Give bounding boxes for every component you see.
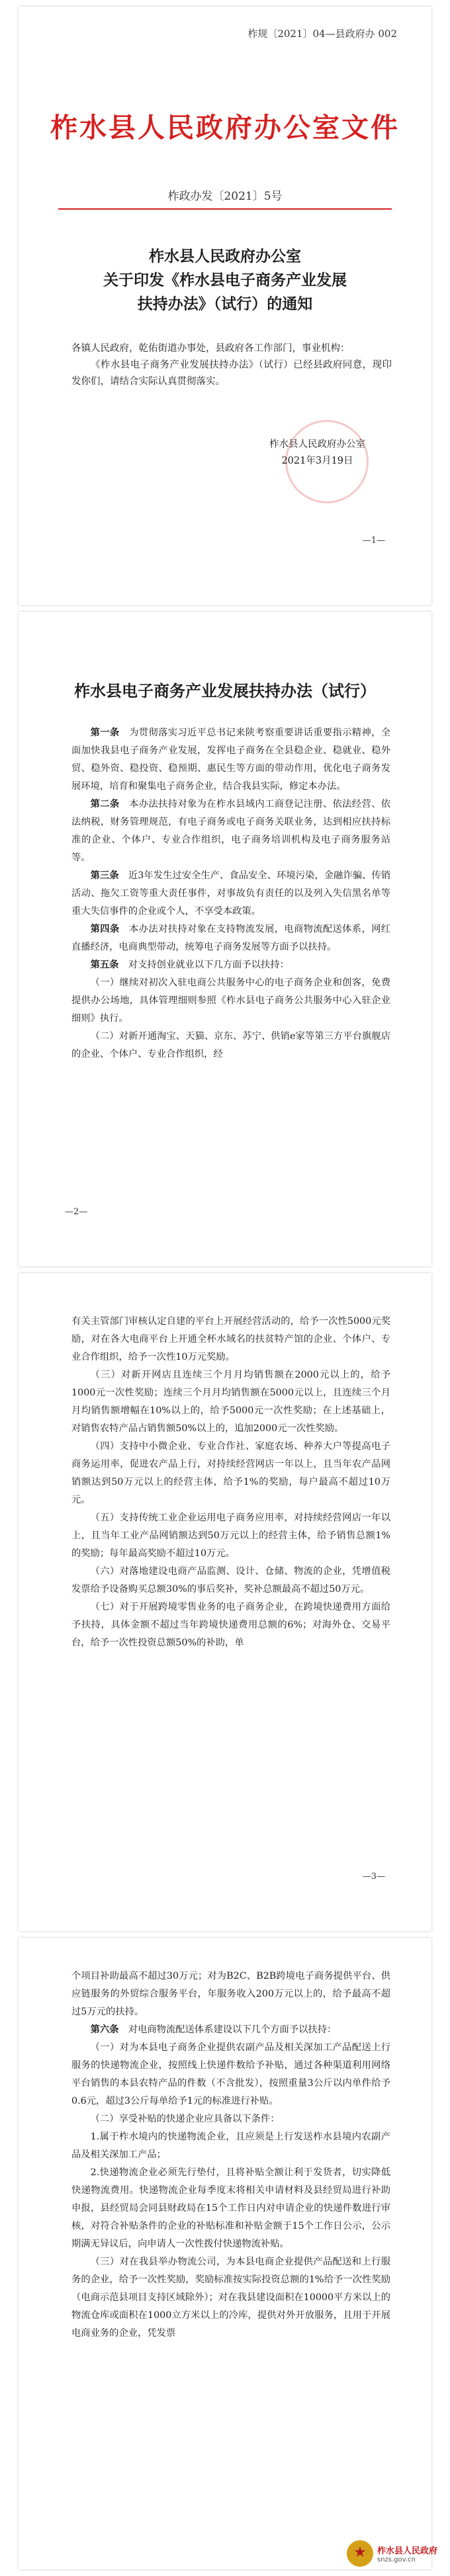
page-number: —3— bbox=[362, 1872, 385, 1882]
article-paragraph: （二）对新开通淘宝、天猫、京东、苏宁、供销e家等第三方平台旗舰店的企业、个体户、专业合作组织，经 bbox=[71, 1031, 390, 1059]
article-paragraph: （五）支持传统工业企业运用电子商务应用率，对持续经营网店一年以上，且当年工业产品网销额达到50万元以上的经营主体，给予销售总额1%的奖励；每年最高奖励不超过10万元。 bbox=[71, 1513, 390, 1559]
article-number: 第四条 bbox=[90, 924, 120, 935]
article-paragraph: 2.快递物流企业必须先行垫付，且将补贴全额让利于发货者，切实降低快递物流费用。快递物流企业每季度末将相关申请材料及县经贸局进行补助申报，县经贸局会同县财政局在15个工作日内对申请企业的快递件数进行审核，对符合补贴条件的企业的补贴标准和补贴金额于15个工作日公示，公示期满无异议后，向申请人一次性拨付快递物流补贴。 bbox=[71, 2167, 390, 2249]
article-text: 本办法对扶持对象在支持物流发展，电商物流配送体系，网红直播经济，电商典型带动，统筹电子商务发展等方面予以扶持。 bbox=[71, 924, 391, 952]
article-paragraph bbox=[71, 956, 390, 974]
regulation-body bbox=[71, 724, 390, 1063]
article-paragraph: （三）对在我县举办物流公司，为本县电商企业提供产品配送和上行服务的企业，给予一次性奖励，奖励标准按实际投资总额的1%给予一次性奖励（电商示范县项目支持区域除外）；对在我县建设面积在10000平方米以上的物流仓库或面积在1000立方米以上的冷库，提供对外开放服务，且用于开展电商业务的企业，凭发票 bbox=[71, 2257, 390, 2339]
article-text: 对支持创业就业以下几方面予以扶持： bbox=[128, 960, 289, 970]
article-text: 近3年发生过安全生产、食品安全、环境污染，金融诈骗、传销活动、拖欠工资等重大责任事件，对事故负有责任的以及列入失信黑名单等重大失信事件的企业或个人，不享受本政策。 bbox=[71, 870, 391, 917]
issue-number: 柞政办发〔2021〕5号 bbox=[167, 190, 283, 203]
article-paragraph bbox=[71, 921, 390, 956]
sign-date: 2021年3月19日 bbox=[281, 456, 353, 466]
article-paragraph: （二）享受补贴的快递企业应具备以下条件： bbox=[90, 2114, 280, 2124]
red-divider bbox=[58, 208, 392, 210]
article-paragraph: 1.属于柞水境内的快递物流企业，且应须是上行发送柞水县境内农副产品及相关深加工产品； bbox=[71, 2132, 390, 2160]
article-paragraph: （一）对为本县电子商务企业提供农副产品及相关深加工产品配送上行服务的快递物流企业，按照线上快递件数给予补贴，通过各种渠道利用网络平台销售的本县农特产品的件数（不含批发），按照重量3公斤以内单件给予0.6元，超过3公斤每单给予1元的标准进行补贴。 bbox=[71, 2042, 390, 2106]
article-number: 第五条 bbox=[90, 960, 119, 970]
signature-block bbox=[269, 436, 365, 470]
notice-body bbox=[71, 341, 392, 390]
article-paragraph bbox=[71, 867, 390, 921]
article-paragraph bbox=[71, 2021, 390, 2039]
notice-title-line: 扶持办法》（试行）的通知 bbox=[137, 296, 313, 313]
article-paragraph: （四）支持中小微企业、专业合作社、家庭农场、种养大户等提高电子商务运用率，促进农产品上行，对持续经营网店一年以上，且当年农产品网销额达到50万元以上的经营主体，给予1%的奖励，每户最高不超过10万元。 bbox=[71, 1441, 390, 1505]
national-emblem-icon bbox=[347, 2540, 373, 2567]
article-text: 本办法扶持对象为在柞水县域内工商登记注册、依法经营、依法纳税，财务管理规范，有电子商务或电子商务关联业务，达到相应扶持标准的企业、个体户、专业合作组织，电子商务培训机构及电子商务服务站等。 bbox=[71, 799, 391, 863]
article-text: 对电商物流配送体系建设以下几个方面予以扶持： bbox=[128, 2024, 337, 2035]
article-number: 第二条 bbox=[90, 799, 120, 810]
page-number: —2— bbox=[65, 1207, 88, 1217]
article-paragraph bbox=[71, 796, 390, 867]
page-number: —1— bbox=[362, 536, 385, 546]
regulation-title: 柞水县电子商务产业发展扶持办法（试行） bbox=[74, 682, 376, 700]
logo-text bbox=[377, 2544, 437, 2563]
notice-title bbox=[19, 245, 431, 316]
document-page-3 bbox=[19, 1273, 431, 1931]
article-number: 第三条 bbox=[90, 870, 119, 881]
logo-site-url: snzs.gov.cn bbox=[377, 2556, 416, 2563]
notice-text: 《柞水县电子商务产业发展扶持办法》（试行）已经县政府同意，现印发你们，请结合实际认真贯彻落实。 bbox=[71, 360, 392, 387]
article-paragraph: （六）对落地建设电商产品监测、设计、仓储、物流的企业，凭增值税发票给予设备购买总额30%的事后奖补，奖补总额最高不超过50万元。 bbox=[71, 1566, 390, 1595]
article-paragraph: （三）对新开网店且连续三个月月均销售额在2000元以上的，给予1000元一次性奖励；连续三个月月均销售额在5000元以上，且连续三个月月均销售额增幅在10%以上的，给予5000元一次性奖励；在上述基础上，对销售农特产品占销售额50%以上的，追加2000元一次性奖励。 bbox=[71, 1370, 390, 1434]
article-paragraph: 有关主管部门审核认定自建的平台上开展经营活动的，给予一次性5000元奖励，对在各大电商平台上开通全杯水域名的扶贫特产馆的企业、个体户、专业合作组织，给予一次性10万元奖励。 bbox=[71, 1316, 390, 1362]
red-header-title: 柞水县人民政府办公室文件 bbox=[50, 112, 400, 144]
addressee: 各镇人民政府，乾佑街道办事处，县政府各工作部门，事业机构： bbox=[71, 343, 350, 354]
document-page-4 bbox=[19, 1938, 431, 2569]
article-text: 为贯彻落实习近平总书记来陕考察重要讲话重要指示精神，全面加快我县电子商务产业发展，发挥电子商务在全县稳企业、稳就业、稳外贸、稳外资、稳投资、稳预期、惠民生等方面的带动作用，优化电子商务发展环境，培育和聚集电子商务企业，结合我县实际，修定本办法。 bbox=[71, 727, 391, 792]
article-number: 第一条 bbox=[90, 727, 120, 738]
site-logo[interactable] bbox=[347, 2536, 445, 2571]
article-paragraph bbox=[71, 724, 390, 796]
notice-title-line: 关于印发《柞水县电子商务产业发展 bbox=[103, 272, 347, 289]
document-number: 柞规〔2021〕04—县政府办 002 bbox=[248, 28, 397, 40]
regulation-body bbox=[71, 1313, 390, 1652]
notice-title-line: 柞水县人民政府办公室 bbox=[149, 248, 301, 265]
document-page-1 bbox=[19, 7, 431, 605]
logo-site-name: 柞水县人民政府 bbox=[377, 2546, 438, 2556]
article-paragraph: 个项目补助最高不超过30万元；对为B2C、B2B跨境电子商务提供平台、供应链服务的外贸综合服务平台，年服务收入200万元以上的，给予最高不超过5万元的扶持。 bbox=[71, 1971, 390, 2017]
article-number: 第六条 bbox=[90, 2024, 119, 2035]
article-paragraph: （一）继续对初次入驻电商公共服务中心的电子商务企业和创客，免费提供办公场地，具体管理细则参照《柞水县电子商务公共服务中心入驻企业细则》执行。 bbox=[71, 977, 390, 1024]
sign-organization: 柞水县人民政府办公室 bbox=[269, 439, 365, 450]
article-paragraph: （七）对于开展跨境零售业务的电子商务企业，在跨境快递费用方面给予扶持，具体金额不超过当年跨境快递费用总额的6%；对海外仓、交易平台，给予一次性投资总额50%的补助，单 bbox=[71, 1602, 390, 1648]
regulation-body bbox=[71, 1968, 390, 2343]
document-page-2 bbox=[19, 612, 431, 1267]
